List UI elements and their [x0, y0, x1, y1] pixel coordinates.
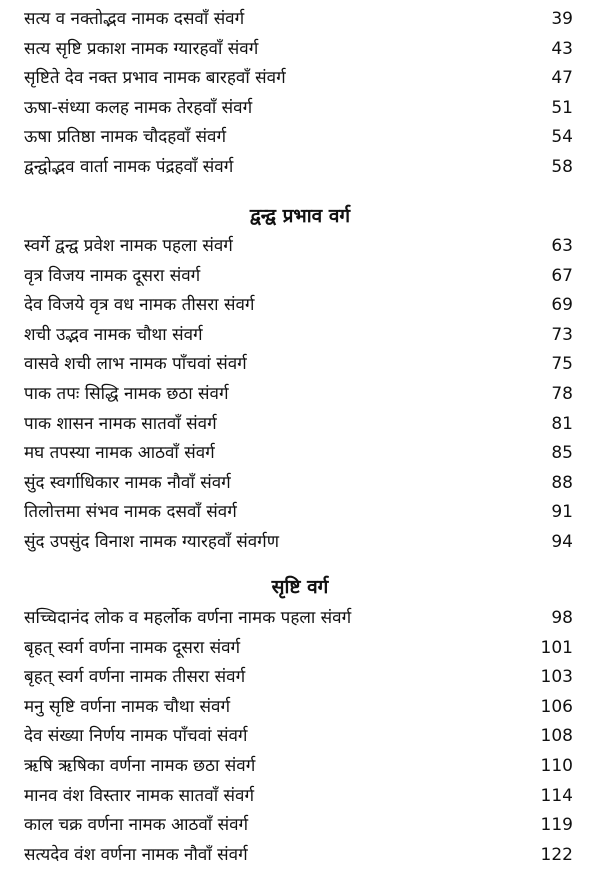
entry-title: पाक शासन नामक सातवाँ संवर्ग	[24, 413, 217, 434]
toc-entry	[0, 262, 600, 292]
entry-title: मघ तपस्या नामक आठवाँ संवर्ग	[24, 443, 215, 464]
entry-page: 122	[540, 844, 573, 865]
toc-entry	[0, 722, 600, 752]
toc-entry	[0, 782, 600, 812]
entry-page: 78	[551, 383, 573, 404]
entry-page: 75	[551, 354, 573, 375]
entry-page: 91	[551, 502, 573, 523]
entry-title: वासवे शची लाभ नामक पाँचवां संवर्ग	[24, 354, 247, 375]
entry-page: 110	[540, 755, 573, 776]
section-heading: सृष्टि वर्ग	[271, 576, 329, 598]
entry-page: 85	[551, 443, 573, 464]
entry-title: सृष्टिते देव नक्त प्रभाव नामक बारहवाँ संवर्ग	[24, 68, 286, 89]
entry-page: 47	[551, 68, 573, 89]
entry-page: 58	[551, 156, 573, 177]
entry-title: ऊषा-संध्या कलह नामक तेरहवाँ संवर्ग	[24, 97, 253, 118]
toc-entry	[0, 498, 600, 528]
entry-page: 51	[551, 97, 573, 118]
entry-title: सत्य व नक्तोद्भव नामक दसवाँ संवर्ग	[24, 9, 245, 29]
toc-entry	[0, 350, 600, 380]
entry-page: 43	[551, 38, 573, 59]
toc-entry	[0, 469, 600, 499]
entry-title: ऊषा प्रतिष्ठा नामक चौदहवाँ संवर्ग	[24, 127, 227, 148]
entry-page: 73	[551, 324, 573, 345]
entry-page: 119	[540, 815, 573, 836]
entry-title: सत्य सृष्टि प्रकाश नामक ग्यारहवाँ संवर्ग	[24, 38, 259, 59]
entry-page: 98	[551, 608, 573, 628]
entry-title: ऋषि ऋषिका वर्णना नामक छठा संवर्ग	[24, 755, 256, 776]
toc-entry	[0, 35, 600, 65]
toc-entry	[0, 604, 600, 634]
entry-title: द्वन्द्वोद्भव वार्ता नामक पंद्रहवाँ संवर्ग	[24, 156, 234, 177]
toc-entry	[0, 123, 600, 153]
entry-title: स्वर्गे द्वन्द्व प्रवेश नामक पहला संवर्ग	[24, 236, 233, 256]
toc-entry	[0, 811, 600, 841]
section-heading: द्वन्द्व प्रभाव वर्ग	[249, 205, 351, 227]
entry-page: 81	[551, 413, 573, 434]
entry-page: 101	[540, 637, 573, 658]
toc-entry	[0, 64, 600, 94]
entry-page: 106	[540, 696, 573, 717]
entry-page: 63	[551, 236, 573, 256]
entry-title: काल चक्र वर्णना नामक आठवाँ संवर्ग	[24, 815, 249, 836]
entry-title: देव संख्या निर्णय नामक पाँचवां संवर्ग	[24, 726, 248, 747]
entry-title: सत्यदेव वंश वर्णना नामक नौवाँ संवर्ग	[24, 844, 248, 865]
toc-entry	[0, 841, 600, 871]
toc-entry	[0, 232, 600, 262]
toc-entry	[0, 321, 600, 351]
toc-entry	[0, 663, 600, 693]
toc-section-dvandva	[0, 232, 600, 558]
entry-page: 103	[540, 667, 573, 688]
entry-title: देव विजये वृत्र वध नामक तीसरा संवर्ग	[24, 295, 255, 316]
toc-entry	[0, 693, 600, 723]
entry-title: सुंद उपसुंद विनाश नामक ग्यारहवाँ संवर्गण	[24, 531, 280, 552]
entry-page: 88	[551, 472, 573, 493]
toc-entry	[0, 528, 600, 558]
toc-entry	[0, 94, 600, 124]
entry-title: शची उद्भव नामक चौथा संवर्ग	[24, 324, 203, 345]
entry-title: सच्चिदानंद लोक व महर्लोक वर्णना नामक पहला संवर्ग	[24, 608, 352, 628]
entry-page: 67	[551, 265, 573, 286]
entry-page: 39	[551, 9, 573, 29]
entry-title: तिलोत्तमा संभव नामक दसवाँ संवर्ग	[24, 502, 237, 523]
toc-entry	[0, 5, 600, 35]
entry-title: मनु सृष्टि वर्णना नामक चौथा संवर्ग	[24, 696, 231, 717]
entry-page: 108	[540, 726, 573, 747]
entry-title: बृहत् स्वर्ग वर्णना नामक दूसरा संवर्ग	[24, 637, 241, 658]
toc-section-srishti	[0, 604, 600, 870]
entry-title: मानव वंश विस्तार नामक सातवाँ संवर्ग	[24, 785, 255, 806]
entry-page: 54	[551, 127, 573, 148]
entry-page: 114	[540, 785, 573, 806]
entry-title: वृत्र विजय नामक दूसरा संवर्ग	[24, 265, 201, 286]
toc-entry	[0, 153, 600, 183]
toc-entry	[0, 752, 600, 782]
toc-entry	[0, 634, 600, 664]
toc-entry	[0, 439, 600, 469]
toc-entry	[0, 380, 600, 410]
entry-title: सुंद स्वर्गाधिकार नामक नौवाँ संवर्ग	[24, 472, 231, 493]
entry-title: बृहत् स्वर्ग वर्णना नामक तीसरा संवर्ग	[24, 667, 246, 688]
entry-title: पाक तपः सिद्धि नामक छठा संवर्ग	[24, 383, 229, 404]
toc-entry	[0, 291, 600, 321]
entry-page: 69	[551, 295, 573, 316]
toc-entry	[0, 410, 600, 440]
toc-section-continued	[0, 5, 600, 183]
entry-page: 94	[551, 531, 573, 552]
